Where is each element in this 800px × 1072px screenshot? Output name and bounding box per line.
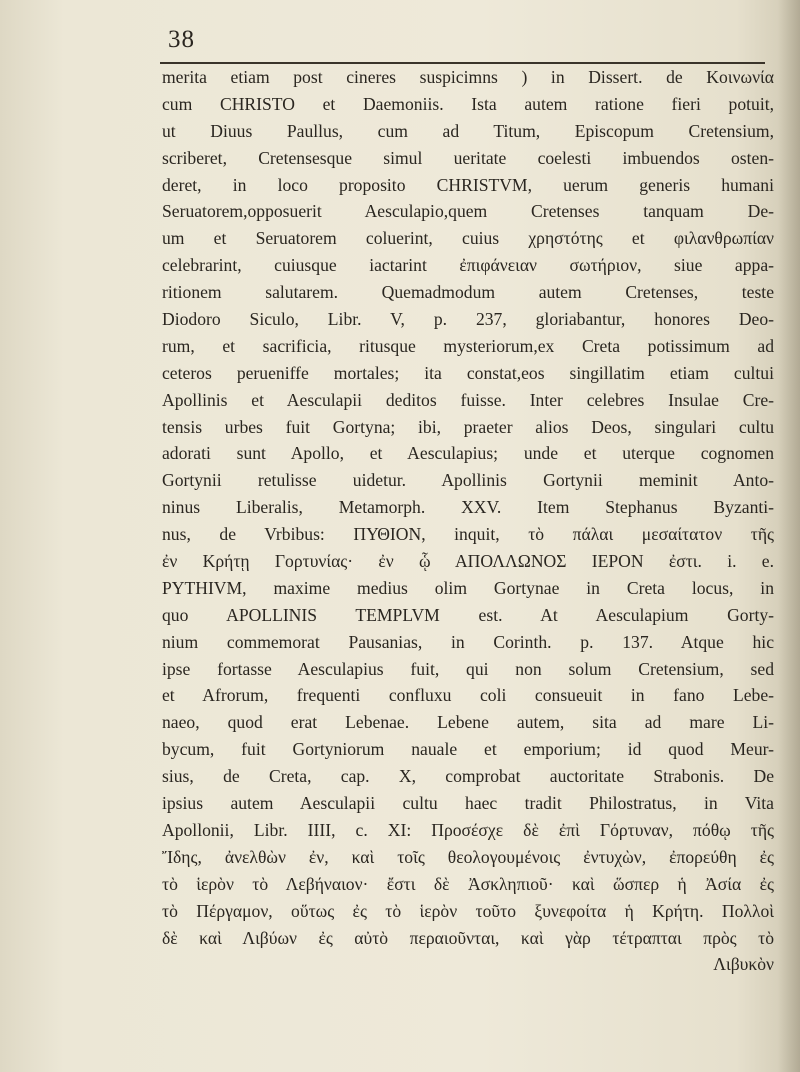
text-line: tensis urbes fuit Gortyna; ibi, praeter alios Deos, singulari cultu xyxy=(162,416,774,437)
text-line: deret, in loco proposito CHRISTVM, uerum generis humani xyxy=(162,174,774,195)
text-line: celebrarint, cuiusque iactarint ἐπιφάνειαν σωτήριον, siue appa- xyxy=(162,255,774,276)
text-line: um et Seruatorem coluerint, cuius χρηστότης et φιλανθρωπίαν xyxy=(162,228,774,249)
text-line: naeo, quod erat Lebenae. Lebene autem, sita ad mare Li- xyxy=(162,712,774,733)
page-header xyxy=(160,26,770,66)
text-line: Apollinis et Aesculapii deditos fuisse. Inter celebres Insulae Cre- xyxy=(162,389,774,410)
text-line: PYTHIVM, maxime medius olim Gortynae in Creta locus, in xyxy=(162,577,774,598)
text-line: cum CHRISTO et Daemoniis. Ista autem ratione fieri potuit, xyxy=(162,93,774,114)
text-line: scriberet, Cretensesque simul ueritate coelesti imbuendos osten- xyxy=(162,147,774,168)
text-line: et Afrorum, frequenti confluxu coli consueuit in fano Lebe- xyxy=(162,685,774,706)
text-line: ceteros perueniffe mortales; ita constat,eos singillatim etiam cultui xyxy=(162,362,774,383)
page-gutter-shadow xyxy=(778,0,800,1072)
text-line: sius, de Creta, cap. X, comprobat auctoritate Strabonis. De xyxy=(162,766,774,787)
text-line: rum, et sacrificia, ritusque mysteriorum,ex Creta potissimum ad xyxy=(162,335,774,356)
text-line: ipsius autem Aesculapii cultu haec tradit Philostratus, in Vita xyxy=(162,793,774,814)
text-line: Ἴδης, ἀνελθὼν ἐν, καὶ τοῖς θεολογουμένοις ἐντυχὼν, ἐπορεύθη ἐς xyxy=(162,846,774,867)
text-line: Apollonii, Libr. IIII, c. XI: Προσέσχε δὲ ἐπὶ Γόρτυναν, πόθῳ τῆς xyxy=(162,819,774,840)
text-line: adorati sunt Apollo, et Aesculapius; unde et uterque cognomen xyxy=(162,443,774,464)
catchword: Λιβυκὸν xyxy=(713,954,774,975)
text-line: ritionem salutarem. Quemadmodum autem Cretenses, teste xyxy=(162,282,774,303)
text-line: merita etiam post cineres suspicimns ) in Dissert. de Κοινωνία xyxy=(162,67,774,87)
text-line: Diodoro Siculo, Libr. V, p. 237, gloriabantur, honores Deo- xyxy=(162,309,774,330)
text-line: ἐν Κρήτῃ Γορτυνίας· ἐν ᾧ ΑΠΟΛΛΩΝΟΣ ΙΕΡΟΝ ἐστι. i. e. xyxy=(162,551,774,572)
text-line: τὸ Πέργαμον, οὕτως ἐς τὸ ἱερὸν τοῦτο ξυνεφοίτα ἡ Κρήτη. Πολλοὶ xyxy=(162,900,774,921)
text-line: δὲ καὶ Λιβύων ἐς αὐτὸ περαιοῦνται, καὶ γὰρ τέτραπται πρὸς τὸ xyxy=(162,927,774,948)
text-line: Gortynii retulisse uidetur. Apollinis Gortynii meminit Anto- xyxy=(162,470,774,491)
text-line: quo APOLLINIS TEMPLVM est. At Aesculapium Gorty- xyxy=(162,604,774,625)
text-line: ninus Liberalis, Metamorph. XXV. Item Stephanus Byzanti- xyxy=(162,497,774,518)
text-line: ipse fortasse Aesculapius fuit, qui non solum Cretensium, sed xyxy=(162,658,774,679)
text-line: Seruatorem,opposuerit Aesculapio,quem Cretenses tanquam De- xyxy=(162,201,774,222)
text-line: nus, de Vrbibus: ΠΥΘΙΟΝ, inquit, τὸ πάλαι μεσαίτατον τῆς xyxy=(162,524,774,545)
body-text xyxy=(162,64,774,978)
text-line: τὸ ἱερὸν τὸ Λεβήναιον· ἔστι δὲ Ἀσκληπιοῦ· καὶ ὥσπερ ἡ Ἀσία ἐς xyxy=(162,873,774,894)
text-line: ut Diuus Paullus, cum ad Titum, Episcopum Cretensium, xyxy=(162,120,774,141)
page-number: 38 xyxy=(168,26,195,53)
text-line: bycum, fuit Gortyniorum nauale et emporium; id quod Meur- xyxy=(162,739,774,760)
text-line: nium commemorat Pausanias, in Corinth. p. 137. Atque hic xyxy=(162,631,774,652)
